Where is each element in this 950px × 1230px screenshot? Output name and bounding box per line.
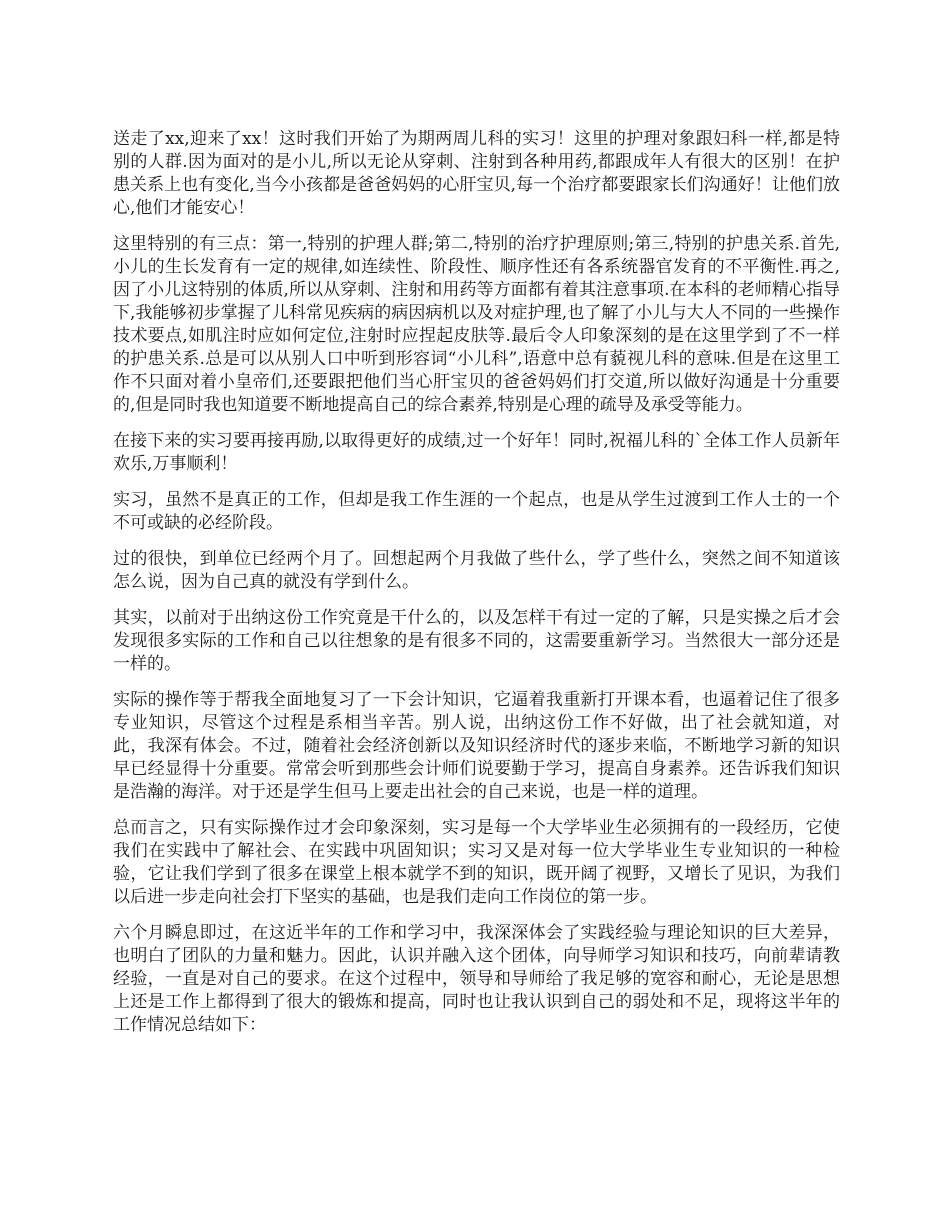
paragraph-6: 其实，以前对于出纳这份工作究竟是干什么的，以及怎样干有过一定的了解，只是实操之后才会发现很多实际的工作和自己以往想象的是有很多不同的，这需要重新学习。当然很大一部分还是一样的。	[113, 608, 840, 674]
paragraph-7: 实际的操作等于帮我全面地复习了一下会计知识，它逼着我重新打开课本看，也逼着记住了很多专业知识，尽管这个过程是系相当辛苦。别人说，出纳这份工作不好做，出了社会就知道，对此，我深有体会。不过，随着社会经济创新以及知识经济时代的逐步来临，不断地学习新的知识早已经显得十分重要。常常会听到那些会计师们说要勤于学习，提高自身素养。还告诉我们知识是浩瀚的海洋。对于还是学生但马上要走出社会的自己来说，也是一样的道理。	[113, 690, 840, 802]
paragraph-8: 总而言之，只有实际操作过才会印象深刻，实习是每一个大学毕业生必须拥有的一段经历，它使我们在实践中了解社会、在实践中巩固知识；实习又是对每一位大学毕业生专业知识的一种检验，它让我们学到了很多在课堂上根本就学不到的知识，既开阔了视野，又增长了见识，为我们以后进一步走向社会打下坚实的基础，也是我们走向工作岗位的第一步。	[113, 818, 840, 907]
paragraph-1: 送走了xx,迎来了xx！这时我们开始了为期两周儿科的实习！这里的护理对象跟妇科一样,都是特别的人群.因为面对的是小儿,所以无论从穿刺、注射到各种用药,都跟成年人有很大的区别！在护患关系上也有变化,当今小孩都是爸爸妈妈的心肝宝贝,每一个治疗都要跟家长们沟通好！让他们放心,他们才能安心！	[113, 129, 840, 218]
paragraph-4: 实习，虽然不是真正的工作，但却是我工作生涯的一个起点，也是从学生过渡到工作人士的一个不可或缺的必经阶段。	[113, 490, 840, 533]
paragraph-3: 在接下来的实习要再接再励,以取得更好的成绩,过一个好年！同时,祝福儿科的`全体工作人员新年欢乐,万事顺利！	[113, 431, 840, 474]
document-body	[113, 128, 840, 1050]
paragraph-2: 这里特别的有三点：第一,特别的护理人群;第二,特别的治疗护理原则;第三,特别的护患关系.首先,小儿的生长发育有一定的规律,如连续性、阶段性、顺序性还有各系统器官发育的不平衡性.再之,因了小儿这特别的体质,所以从穿刺、注射和用药等方面都有着其注意事项.在本科的老师精心指导下,我能够初步掌握了儿科常见疾病的病因病机以及对症护理,也了解了小儿与大人不同的一些操作技术要点,如肌注时应如何定位,注射时应捏起皮肤等.最后令人印象深刻的是在这里学到了不一样的护患关系.总是可以从别人口中听到形容词“小儿科”,语意中总有藐视儿科的意味.但是在这里工作不只面对着小皇帝们,还要跟把他们当心肝宝贝的爸爸妈妈们打交道,所以做好沟通是十分重要的,但是同时我也知道要不断地提高自己的综合素养,特别是心理的疏导及承受等能力。	[113, 234, 840, 415]
paragraph-9: 六个月瞬息即过，在这近半年的工作和学习中，我深深体会了实践经验与理论知识的巨大差异，也明白了团队的力量和魅力。因此，认识并融入这个团体，向导师学习知识和技巧，向前辈请教经验，一直是对自己的要求。在这个过程中，领导和导师给了我足够的宽容和耐心，无论是思想上还是工作上都得到了很大的锻炼和提高，同时也让我认识到自己的弱处和不足，现将这半年的工作情况总结如下：	[113, 923, 840, 1035]
paragraph-5: 过的很快，到单位已经两个月了。回想起两个月我做了些什么，学了些什么，突然之间不知道该怎么说，因为自己真的就没有学到什么。	[113, 549, 840, 592]
